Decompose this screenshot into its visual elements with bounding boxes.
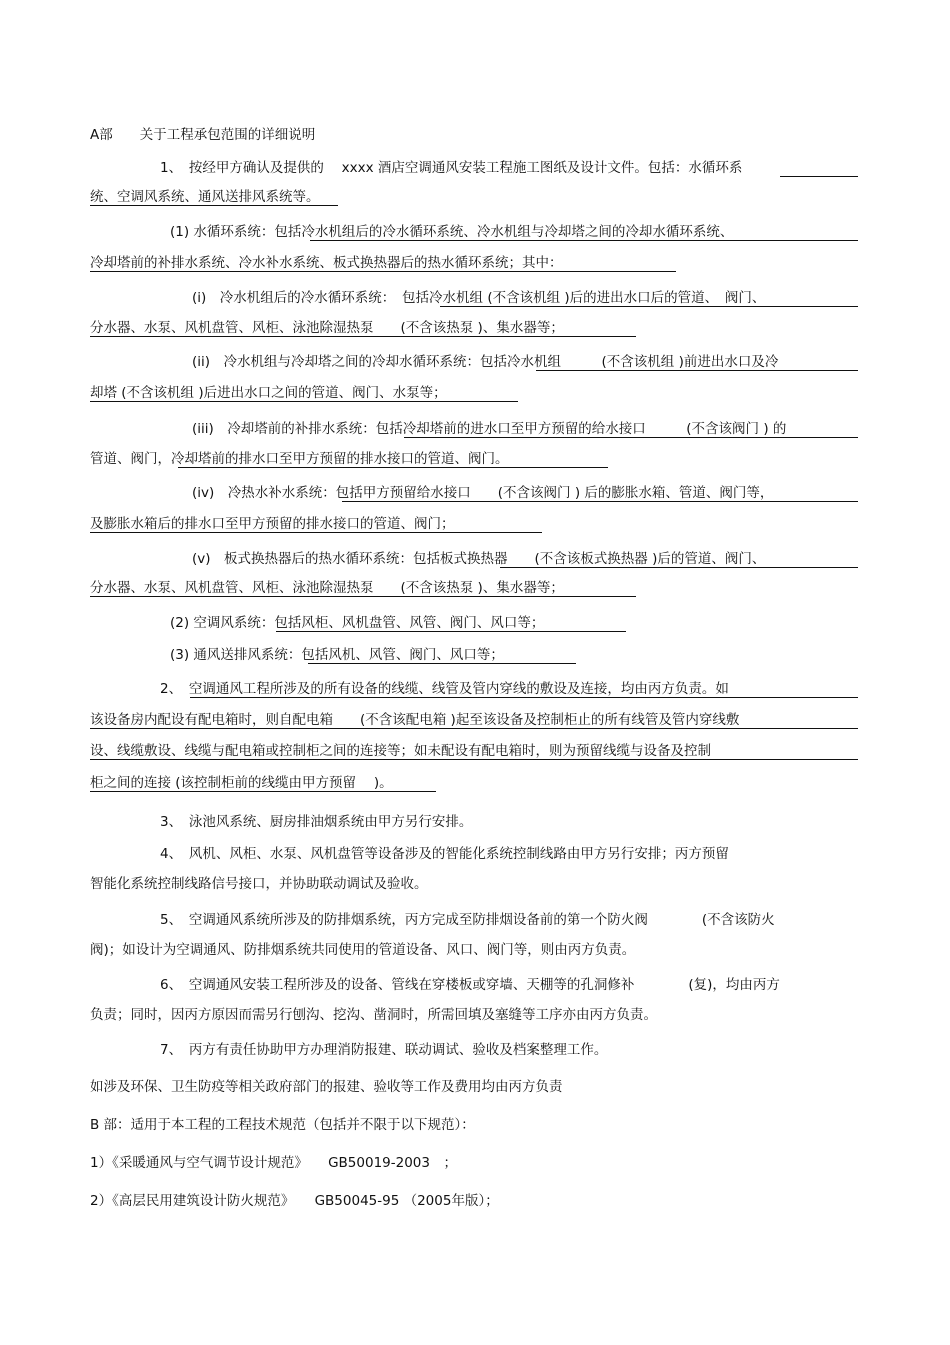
item-5-line-1: 5、 空调通风系统所涉及的防排烟系统，丙方完成至防排烟设备前的第一个防火阀 (不含该防火	[160, 912, 775, 928]
underline	[440, 306, 858, 307]
underline	[276, 631, 626, 632]
item-7-line: 7、 丙方有责任协助甲方办理消防报建、联动调试、验收及档案整理工作。	[160, 1042, 608, 1058]
sub-2-line: (2) 空调风系统：包括风柜、风机盘管、风管、阀门、风口等；	[170, 615, 545, 631]
sub-iv-line-2: 及膨胀水箱后的排水口至甲方预留的排水接口的管道、阀门；	[90, 516, 455, 532]
item-2-line-3: 设、线缆敷设、线缆与配电箱或控制柜之间的连接等；如未配设有配电箱时，则为预留线缆与设备及控制	[90, 743, 711, 759]
underline	[190, 697, 858, 698]
underline	[90, 401, 518, 402]
item-2-line-4: 柜之间的连接 (该控制柜前的线缆由甲方预留 )。	[90, 775, 393, 791]
underline	[536, 370, 858, 371]
underline	[404, 437, 858, 438]
underline	[90, 336, 636, 337]
section-a-title: A部 关于工程承包范围的详细说明	[90, 127, 316, 143]
sub-iii-line-1: (iii) 冷却塔前的补排水系统：包括冷却塔前的进水口至甲方预留的给水接口 (不含该阀门 ) 的	[192, 421, 787, 437]
underline	[90, 205, 338, 206]
item-1-line-1: 1、 按经甲方确认及提供的 xxxx 酒店空调通风安装工程施工图纸及设计文件。包括：水循环系	[160, 160, 743, 176]
item-3-line: 3、 泳池风系统、厨房排油烟系统由甲方另行安排。	[160, 814, 473, 830]
underline	[90, 791, 436, 792]
item-5-line-2: 阀)；如设计为空调通风、防排烟系统共同使用的管道设备、风口、阀门等，则由丙方负责。	[90, 942, 636, 958]
environment-note: 如涉及环保、卫生防疫等相关政府部门的报建、验收等工作及费用均由丙方负责	[90, 1079, 563, 1095]
item-2-line-2: 该设备房内配设有配电箱时，则自配电箱 (不含该配电箱 )起至该设备及控制柜止的所有线管及管内穿线敷	[90, 712, 740, 728]
item-4-line-1: 4、 风机、风柜、水泵、风机盘管等设备涉及的智能化系统控制线路由甲方另行安排；丙方预留	[160, 846, 729, 862]
underline	[90, 596, 636, 597]
underline	[178, 467, 608, 468]
underline	[90, 532, 542, 533]
item-4-line-2: 智能化系统控制线路信号接口，并协助联动调试及验收。	[90, 876, 428, 892]
section-b-title: B 部：适用于本工程的工程技术规范（包括并不限于以下规范）：	[90, 1117, 475, 1133]
spec-2: 2）《高层民用建筑设计防火规范》 GB50045-95 （2005年版）；	[90, 1193, 499, 1209]
item-1-line-2: 统、空调风系统、通风送排风系统等。	[90, 189, 320, 205]
underline	[500, 567, 858, 568]
sub-1-line-2: 冷却塔前的补排水系统、冷水补水系统、板式换热器后的热水循环系统；其中：	[90, 255, 563, 271]
item-6-line-2: 负责；同时，因丙方原因而需另行刨沟、挖沟、凿洞时，所需回填及塞缝等工序亦由丙方负责。	[90, 1007, 657, 1023]
underline	[342, 501, 858, 502]
sub-iv-line-1: (iv) 冷热水补水系统：包括甲方预留给水接口 (不含该阀门 ) 后的膨胀水箱、管道、阀门等，	[192, 485, 774, 501]
underline	[90, 271, 676, 272]
item-2-line-1: 2、 空调通风工程所涉及的所有设备的线缆、线管及管内穿线的敷设及连接，均由丙方负责。如	[160, 681, 729, 697]
underline	[308, 663, 576, 664]
sub-ii-line-2: 却塔 (不含该机组 )后进出水口之间的管道、阀门、水泵等；	[90, 385, 447, 401]
underline	[90, 759, 858, 760]
underline	[310, 240, 858, 241]
sub-1-line-1: (1) 水循环系统：包括冷水机组后的冷水循环系统、冷水机组与冷却塔之间的冷却水循环系统、	[170, 224, 734, 240]
sub-ii-line-1: (ii) 冷水机组与冷却塔之间的冷却水循环系统：包括冷水机组 (不含该机组 )前进出水口及冷	[192, 354, 779, 370]
sub-iii-line-2: 管道、阀门，冷却塔前的排水口至甲方预留的排水接口的管道、阀门。	[90, 451, 509, 467]
sub-i-line-1: (i) 冷水机组后的冷水循环系统： 包括冷水机组 (不含该机组 )后的进出水口后的管道、 阀门、	[192, 290, 766, 306]
spec-1: 1）《采暖通风与空气调节设计规范》 GB50019-2003 ；	[90, 1155, 457, 1171]
underline	[780, 176, 858, 177]
sub-i-line-2: 分水器、水泵、风机盘管、风柜、泳池除湿热泵 (不含该热泵 )、集水器等；	[90, 320, 564, 336]
sub-v-line-2: 分水器、水泵、风机盘管、风柜、泳池除湿热泵 (不含该热泵 )、集水器等；	[90, 580, 564, 596]
item-6-line-1: 6、 空调通风安装工程所涉及的设备、管线在穿楼板或穿墙、天棚等的孔洞修补 (复)，均由丙方	[160, 977, 780, 993]
underline	[90, 728, 858, 729]
sub-v-line-1: (v) 板式换热器后的热水循环系统：包括板式换热器 (不含该板式换热器 )后的管道、阀门、	[192, 551, 766, 567]
sub-3-line: (3) 通风送排风系统：包括风机、风管、阀门、风口等；	[170, 647, 504, 663]
